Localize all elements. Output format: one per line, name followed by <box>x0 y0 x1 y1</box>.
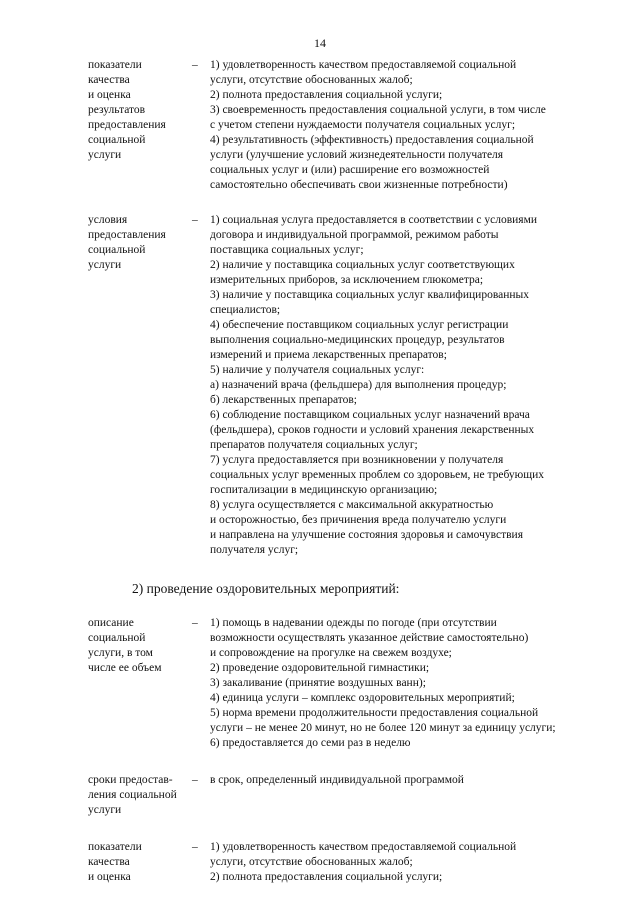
dash-separator: – <box>192 774 198 786</box>
label-line: предоставления <box>88 119 166 131</box>
label-line: сроки предостав- <box>88 774 173 786</box>
label-line: качества <box>88 856 130 868</box>
value-line: а) назначений врача (фельдшера) для выполнения процедур; <box>210 379 507 391</box>
row-value <box>210 616 598 751</box>
value-line: получателя услуг; <box>210 544 299 556</box>
value-line: 1) удовлетворенность качеством предоставляемой социальной <box>210 841 517 853</box>
label-line: социальной <box>88 244 146 256</box>
row-label <box>88 773 192 818</box>
label-line: описание <box>88 617 134 629</box>
value-line: 1) социальная услуга предоставляется в соответствии с условиями <box>210 214 538 226</box>
value-line: услуги (улучшение условий жизнедеятельности получателя <box>210 149 504 161</box>
dash-separator: – <box>192 59 198 71</box>
value-line: 3) наличие у поставщика социальных услуг квалифицированных <box>210 289 529 301</box>
service-conditions-row <box>88 213 598 558</box>
value-line: госпитализации в медицинскую организацию; <box>210 484 438 496</box>
value-line: и сопровождение на прогулке на свежем воздухе; <box>210 647 452 659</box>
value-line: социальных услуг и (или) расширение его возможностей <box>210 164 490 176</box>
label-line: показатели <box>88 841 142 853</box>
value-line: с учетом степени нуждаемости получателя социальных услуг; <box>210 119 516 131</box>
label-line: социальной <box>88 134 146 146</box>
value-line: 4) результативность (эффективность) предоставления социальной <box>210 134 534 146</box>
value-line: 3) закаливание (принятие воздушных ванн); <box>210 677 426 689</box>
label-line: условия <box>88 214 128 226</box>
label-line: ления социальной <box>88 789 177 801</box>
value-line: услуги – не менее 20 минут, но не более 120 минут за единицу услуги; <box>210 722 556 734</box>
value-line: возможности осуществлять указанное действие самостоятельно) <box>210 632 529 644</box>
value-line: социальных услуг временных проблем со здоровьем, не требующих <box>210 469 544 481</box>
label-line: услуги <box>88 259 122 271</box>
row-label <box>88 58 192 163</box>
dash-separator: – <box>192 214 198 226</box>
value-line: 2) проведение оздоровительной гимнастики; <box>210 662 430 674</box>
row-label <box>88 213 192 273</box>
value-line: 4) единица услуги – комплекс оздоровительных мероприятий; <box>210 692 515 704</box>
dash-separator: – <box>192 617 198 629</box>
value-line: б) лекарственных препаратов; <box>210 394 357 406</box>
dash-separator: – <box>192 841 198 853</box>
label-line: и оценка <box>88 89 131 101</box>
row-value <box>210 58 598 193</box>
value-line: поставщика социальных услуг; <box>210 244 364 256</box>
quality-indicators-row <box>88 58 598 193</box>
row-value <box>210 213 598 558</box>
value-line: самостоятельно обеспечивать свои жизненные потребности) <box>210 179 508 191</box>
service-terms-row <box>88 773 598 818</box>
value-line: 1) удовлетворенность качеством предоставляемой социальной <box>210 59 517 71</box>
value-line: услуги, отсутствие обоснованных жалоб; <box>210 74 413 86</box>
value-line: 2) наличие у поставщика социальных услуг соответствующих <box>210 259 515 271</box>
value-line: 5) наличие у получателя социальных услуг: <box>210 364 425 376</box>
value-line: и осторожностью, без причинения вреда получателю услуги <box>210 514 507 526</box>
value-line: специалистов; <box>210 304 281 316</box>
value-line: 8) услуга осуществляется с максимальной аккуратностью <box>210 499 494 511</box>
value-line: в срок, определенный индивидуальной программой <box>210 774 464 786</box>
value-line: 1) помощь в надевании одежды по погоде (при отсутствии <box>210 617 497 629</box>
label-line: услуги <box>88 149 122 161</box>
value-line: 2) полнота предоставления социальной услуги; <box>210 89 443 101</box>
row-value <box>210 773 598 788</box>
value-line: препаратов получателя социальных услуг; <box>210 439 418 451</box>
label-line: услуги, в том <box>88 647 153 659</box>
value-line: и направлена на улучшение состояния здоровья и самочувствия <box>210 529 523 541</box>
row-label <box>88 616 192 676</box>
value-line: 7) услуга предоставляется при возникновении у получателя <box>210 454 504 466</box>
section-heading: 2) проведение оздоровительных мероприятий: <box>132 581 400 596</box>
value-line: услуги, отсутствие обоснованных жалоб; <box>210 856 413 868</box>
value-line: 5) норма времени продолжительности предоставления социальной <box>210 707 539 719</box>
label-line: услуги <box>88 804 122 816</box>
label-line: числе ее объем <box>88 662 162 674</box>
label-line: предоставления <box>88 229 166 241</box>
row-label <box>88 840 192 885</box>
value-line: выполнения социально-медицинских процедур, результатов <box>210 334 505 346</box>
value-line: договора и индивидуальной программой, режимом работы <box>210 229 499 241</box>
label-line: социальной <box>88 632 146 644</box>
value-line: 2) полнота предоставления социальной услуги; <box>210 871 443 883</box>
value-line: измерений и приема лекарственных препаратов; <box>210 349 447 361</box>
value-line: 3) своевременность предоставления социальной услуги, в том числе <box>210 104 546 116</box>
document-body <box>88 58 598 885</box>
value-line: (фельдшера), сроков годности и условий хранения лекарственных <box>210 424 535 436</box>
value-line: измерительных приборов, за исключением глюкометра; <box>210 274 484 286</box>
service-description-row <box>88 616 598 751</box>
label-line: результатов <box>88 104 146 116</box>
label-line: и оценка <box>88 871 131 883</box>
value-line: 4) обеспечение поставщиком социальных услуг регистрации <box>210 319 509 331</box>
row-value <box>210 840 598 885</box>
label-line: качества <box>88 74 130 86</box>
value-line: 6) соблюдение поставщиком социальных услуг назначений врача <box>210 409 530 421</box>
value-line: 6) предоставляется до семи раз в неделю <box>210 737 411 749</box>
label-line: показатели <box>88 59 142 71</box>
page-number: 14 <box>314 36 326 50</box>
quality-indicators-row-2 <box>88 840 598 885</box>
